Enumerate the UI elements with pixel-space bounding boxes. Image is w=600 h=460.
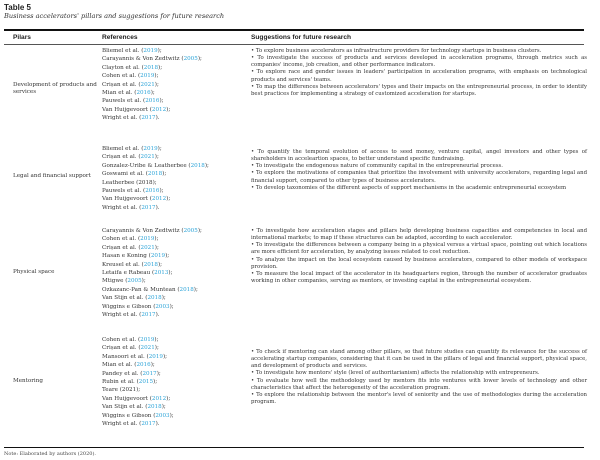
suggestion-item: • To investigate how mentors' style (level of authoritarianism) affects the relationship with entrepreneurs. <box>251 370 540 377</box>
reference-item <box>102 187 209 195</box>
references-list <box>102 47 202 123</box>
reference-end: ); <box>169 412 174 419</box>
reference-author: Crișan et al. ( <box>102 81 141 88</box>
reference-end: ); <box>193 286 198 293</box>
reference-end: ); <box>157 48 162 54</box>
reference-item <box>102 303 202 311</box>
references-list <box>102 227 202 319</box>
table-label: Table 5 <box>4 3 31 12</box>
reference-year-link[interactable]: 2012 <box>151 106 167 113</box>
reference-item <box>102 386 174 394</box>
reference-year-link[interactable]: 2012 <box>151 395 167 402</box>
reference-year-link[interactable]: 2012 <box>151 196 167 203</box>
reference-year-link[interactable]: 2019 <box>150 253 166 260</box>
reference-author: Pauwels et al. ( <box>102 188 146 195</box>
reference-end: ); <box>150 362 155 369</box>
reference-author: Clayton et al. ( <box>102 64 144 71</box>
reference-author: Carayannis & Von Zedtwitz ( <box>102 228 184 234</box>
reference-end: ); <box>169 303 174 310</box>
header-suggestions: Suggestions for future research <box>251 34 352 41</box>
reference-year-link[interactable]: 2018 <box>143 64 159 71</box>
reference-author: Carayannis & Von Zedtwitz ( <box>102 56 184 63</box>
reference-end: ); <box>162 353 168 360</box>
reference-year-link[interactable]: 2021 <box>140 81 155 88</box>
reference-item <box>102 153 209 161</box>
reference-year-link[interactable]: 2018 <box>179 286 194 293</box>
reference-author: Gonzalez-Uribe & Leatherbee ( <box>102 162 191 169</box>
table-note: Note: Elaborated by authors (2020). <box>4 451 97 457</box>
table-row-legal-financial <box>4 145 587 220</box>
reference-author: Van Stijn et al. ( <box>102 404 148 411</box>
reference-year-link[interactable]: 2017 <box>142 370 157 377</box>
reference-end: ). <box>155 115 160 122</box>
reference-item <box>102 55 202 63</box>
reference-year-link[interactable]: 2021 <box>140 244 155 251</box>
reference-end: ); <box>159 98 164 105</box>
reference-year-link[interactable]: 2017 <box>141 204 156 211</box>
reference-author: Wright et al. ( <box>102 421 142 428</box>
reference-end: ); <box>158 64 163 71</box>
reference-year-link[interactable]: 2005 <box>127 278 142 285</box>
pillar-label: Development of products and services <box>13 82 97 96</box>
reference-item <box>102 64 202 72</box>
reference-author: Cohen et al. ( <box>102 73 141 80</box>
reference-author: Wiggins e Gibson ( <box>102 303 156 310</box>
reference-year-link[interactable]: 2018 <box>143 261 158 268</box>
pillar-label: Mentoring <box>13 378 43 384</box>
reference-year-link[interactable]: 2021 <box>140 345 155 352</box>
reference-year-link[interactable]: 2018 <box>147 295 162 302</box>
suggestion-item: • To check if mentoring can stand among other pillars, so that future studies can quantify its relevance for the success of accelerating startup companies, considering that it can be used in the pillars of legal and financial support, physical space, and development of products and services. <box>251 349 587 370</box>
reference-year-link[interactable]: 2015 <box>138 379 154 386</box>
reference-end: ); <box>156 370 161 377</box>
reference-year-link[interactable]: 2019 <box>140 73 155 80</box>
suggestion-item: • To explore the relationship between the mentor's level of seniority and the use of methodologies during the acceleration program. <box>251 391 587 406</box>
reference-item <box>102 97 202 105</box>
reference-author: Leatherbee (2018); <box>102 179 157 186</box>
reference-year-link[interactable]: 2017 <box>141 312 156 319</box>
reference-year-link[interactable]: 2013 <box>154 270 169 277</box>
reference-year-link[interactable]: 2003 <box>155 412 170 419</box>
reference-end: ); <box>168 270 173 277</box>
reference-author: Mansoori et al. ( <box>102 353 149 360</box>
reference-item <box>102 311 202 319</box>
reference-end: ); <box>162 171 167 178</box>
references-list <box>102 336 174 428</box>
reference-author: Van Huijgevoort ( <box>102 395 152 402</box>
suggestions-list <box>251 48 587 98</box>
reference-year-link[interactable]: 2018 <box>147 404 162 411</box>
reference-end: ); <box>154 73 159 80</box>
reference-end: ); <box>161 295 166 302</box>
reference-author: Ozkazanc-Pan & Muntean ( <box>102 286 180 293</box>
reference-end: ); <box>154 154 159 161</box>
reference-item <box>102 179 209 187</box>
reference-author: Hasan e Koning ( <box>102 253 151 260</box>
reference-end: ); <box>166 106 171 113</box>
reference-item <box>102 252 202 260</box>
reference-end: ); <box>159 188 164 195</box>
reference-item <box>102 395 174 403</box>
reference-author: Bliemel et al. ( <box>102 48 144 54</box>
reference-end: ). <box>155 312 160 319</box>
reference-end: ); <box>150 90 155 97</box>
reference-year-link[interactable]: 2005 <box>183 56 198 63</box>
reference-author: Crișan et al. ( <box>102 154 141 161</box>
reference-item <box>102 227 202 235</box>
header-rule <box>4 44 584 45</box>
reference-author: Kreusel et al. ( <box>102 261 144 268</box>
reference-end: ); <box>204 162 209 169</box>
header-pillars: Pilars <box>13 34 31 41</box>
table-caption: Business accelerators' pillars and suggestions for future research <box>4 12 225 20</box>
reference-item <box>102 244 202 252</box>
reference-item <box>102 162 209 170</box>
reference-year-link[interactable]: 2016 <box>145 98 160 105</box>
suggestions-list <box>251 149 587 192</box>
reference-year-link[interactable]: 2003 <box>155 303 170 310</box>
reference-year-link[interactable]: 2017 <box>141 115 156 122</box>
reference-item <box>102 145 209 153</box>
reference-item <box>102 72 202 80</box>
suggestions-list <box>251 228 587 285</box>
reference-item <box>102 370 174 378</box>
reference-year-link[interactable]: 2021 <box>140 154 155 161</box>
reference-end: ); <box>154 81 159 88</box>
reference-end: ); <box>165 253 170 260</box>
reference-item <box>102 353 174 361</box>
references-list <box>102 145 209 212</box>
reference-author: Pauwels et al. ( <box>102 98 146 105</box>
reference-item <box>102 261 202 269</box>
reference-author: Goswami et al. ( <box>102 171 148 178</box>
reference-end: ); <box>157 146 162 152</box>
reference-year-link[interactable]: 2018 <box>147 171 163 178</box>
suggestion-item: • To investigate the success of products and services developed in acceleration programs, through metrics such as companies' income, job creation, and other performance indicators. <box>251 55 587 69</box>
reference-item <box>102 204 209 212</box>
header-references: References <box>102 34 138 41</box>
reference-end: ); <box>154 345 159 352</box>
reference-item <box>102 47 202 55</box>
reference-year-link[interactable]: 2019 <box>148 353 163 360</box>
pillar-label: Legal and financial support <box>13 173 91 179</box>
reference-end: ). <box>155 421 160 428</box>
reference-author: Wright et al. ( <box>102 312 142 319</box>
reference-item <box>102 378 174 386</box>
suggestion-item: • To develop taxonomies of the different aspects of support mechanisms in the academic entrepreneurial ecosystem <box>251 184 567 191</box>
reference-end: ); <box>154 337 159 343</box>
suggestion-item: • To investigate how acceleration stages and pillars help developing business capacities and competencies in local and international markets; to map if these structures can be adapted, according to each accelerator. <box>251 228 587 242</box>
reference-item <box>102 344 174 352</box>
suggestion-item: • To explore race and gender issues in leaders' participation in acceleration programs, with emphasis on technological products and services' teams. <box>251 69 587 83</box>
reference-item <box>102 336 174 344</box>
suggestion-item: • To evaluate how well the methodology used by mentors fits into ventures with lower levels of technology and other characteristics that affect the heterogeneity of the acceleration program. <box>251 377 587 391</box>
reference-item <box>102 195 209 203</box>
table-row-physical-space <box>4 227 587 327</box>
reference-author: Van Stijn et al. ( <box>102 295 148 302</box>
reference-author: Pandey et al. ( <box>102 370 143 377</box>
reference-author: Wright et al. ( <box>102 204 142 211</box>
reference-author: Crișan et al. ( <box>102 345 141 352</box>
suggestion-item: • To measure the local impact of the accelerator in its headquarters region, through the number of accelerator graduates working in other companies, serving as mentors, or investing capital in the entrepreneurial ecosystem. <box>251 270 587 285</box>
reference-author: Mtigwe ( <box>102 278 128 285</box>
reference-item <box>102 235 202 243</box>
reference-item <box>102 114 202 122</box>
reference-author: Wiggins e Gibson ( <box>102 412 156 419</box>
pillar-label: Physical space <box>13 269 55 275</box>
reference-author: Mian et al. ( <box>102 362 137 369</box>
reference-year-link[interactable]: 2018 <box>190 162 205 169</box>
bottom-rule <box>4 447 584 448</box>
reference-item <box>102 89 202 97</box>
reference-author: Letaifa e Rabeau ( <box>102 270 155 277</box>
reference-item <box>102 420 174 428</box>
reference-end: ); <box>166 196 171 203</box>
reference-author: Wright et al. ( <box>102 115 142 122</box>
reference-end: ). <box>155 204 160 211</box>
reference-author: Bliemel et al. ( <box>102 146 144 152</box>
reference-year-link[interactable]: 2017 <box>141 421 156 428</box>
reference-item <box>102 170 209 178</box>
reference-year-link[interactable]: 2016 <box>145 188 160 195</box>
reference-end: ); <box>157 261 163 268</box>
reference-item <box>102 269 202 277</box>
reference-author: Teare (2021); <box>102 387 141 394</box>
reference-author: Cohen et al. ( <box>102 337 141 343</box>
reference-item <box>102 361 174 369</box>
suggestion-item: • To investigate the differences between a company being in a physical versus a virtual space, pointing out which locations are more efficient for acceleration, by analyzing issues related to cost reduction. <box>251 242 587 256</box>
suggestion-item: • To investigate the endogenous nature of community capital in the entrepreneurial process. <box>251 163 503 170</box>
reference-end: ); <box>154 244 159 251</box>
suggestion-item: • To quantify the temporal evolution of access to seed money, venture capital, angel investors and other types of shareholders in acceleartion spaces, to better understand specific fundraising. <box>251 149 587 163</box>
suggestion-item: • To analyze the impact on the local ecosystem caused by business accelerators, compared to other models of workspace provision. <box>251 256 587 270</box>
suggestion-item: • To map the differences between accelerators' types and their impacts on the entrepreneurial process, in order to identify best practices for implementing a strategy of customized acceleration for startups. <box>251 83 587 97</box>
reference-year-link[interactable]: 2016 <box>136 90 151 97</box>
reference-author: Crișan et al. ( <box>102 244 141 251</box>
reference-end: ); <box>166 395 171 402</box>
reference-author: Rubin et al. ( <box>102 379 139 386</box>
suggestion-item: • To explore business accelerators as infrastructure providers for technology startups in business clusters. <box>251 48 542 54</box>
reference-year-link[interactable]: 2019 <box>143 48 158 54</box>
reference-year-link[interactable]: 2019 <box>140 337 155 343</box>
reference-item <box>102 81 202 89</box>
suggestion-item: • To explore the motivations of companies that prioritize the involvement with university accelerators, regarding legal and financial support, compared to other types of business accelerators. <box>251 170 587 184</box>
reference-author: Van Huijgevoort ( <box>102 106 152 113</box>
reference-item <box>102 294 202 302</box>
reference-author: Cohen et al. ( <box>102 236 141 243</box>
header-row <box>4 31 584 45</box>
reference-author: Van Huijgevoort ( <box>102 196 152 203</box>
reference-item <box>102 277 202 285</box>
reference-end: ); <box>161 404 166 411</box>
reference-author: Mian et al. ( <box>102 90 137 97</box>
reference-year-link[interactable]: 2019 <box>143 146 158 152</box>
reference-year-link[interactable]: 2005 <box>183 228 198 234</box>
reference-end: ); <box>153 379 158 386</box>
reference-end: ); <box>141 278 146 285</box>
reference-item <box>102 106 202 114</box>
reference-item <box>102 403 174 411</box>
table-row-mentoring <box>4 336 587 446</box>
suggestions-list <box>251 349 587 406</box>
table-row-development <box>4 47 587 137</box>
reference-item <box>102 412 174 420</box>
reference-end: ); <box>154 236 159 243</box>
reference-year-link[interactable]: 2019 <box>140 236 155 243</box>
reference-end: ); <box>197 228 202 234</box>
reference-year-link[interactable]: 2016 <box>136 362 151 369</box>
reference-end: ); <box>197 56 202 63</box>
reference-item <box>102 286 202 294</box>
